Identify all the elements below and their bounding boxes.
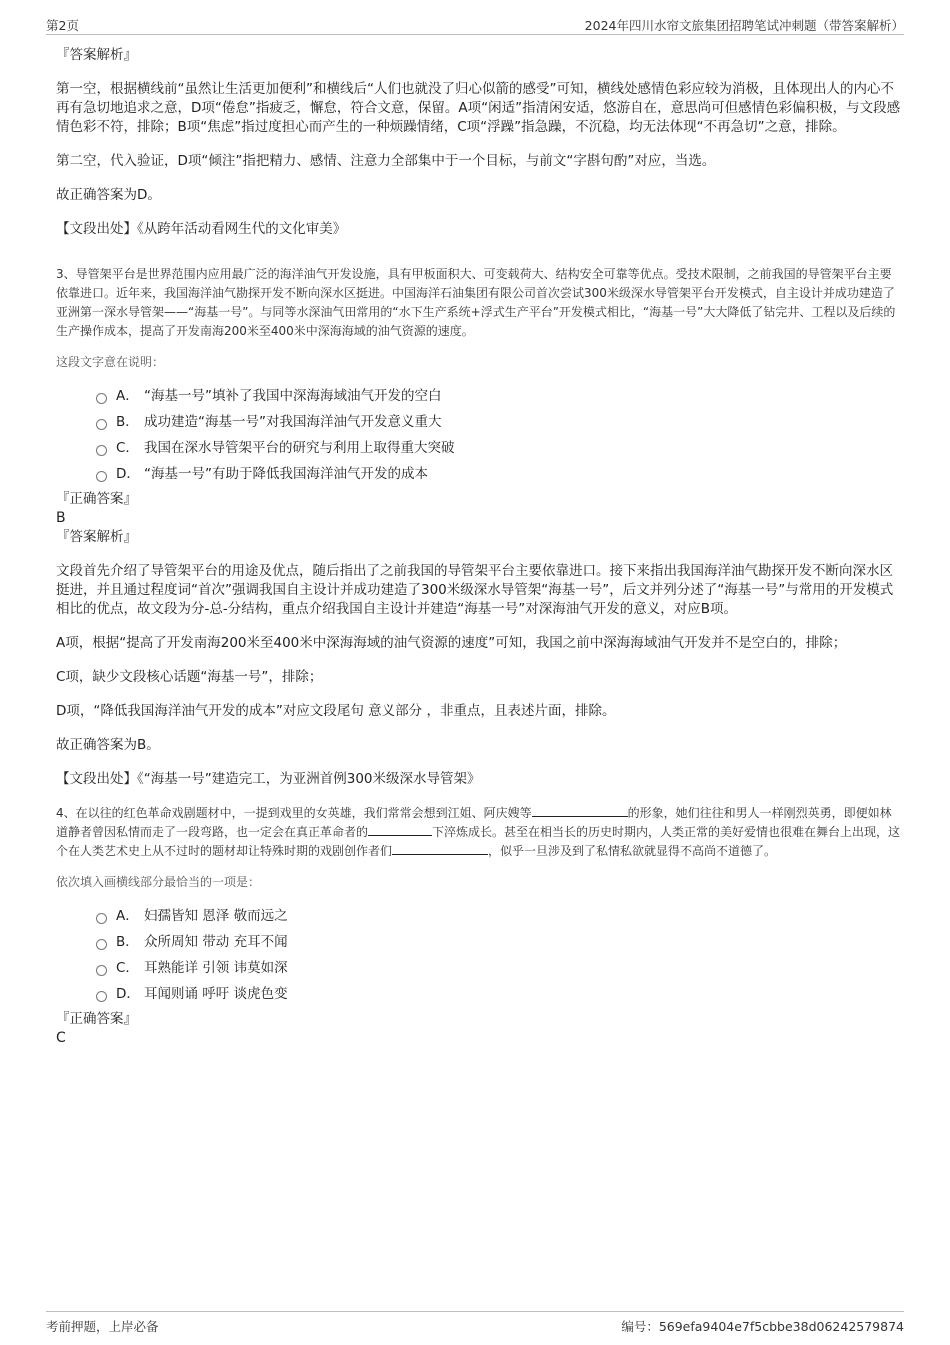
analysis-paragraph: D项，“降低我国海洋油气开发的成本”对应文段尾句 意义部分 ，非重点，且表述片面，排除。 xyxy=(56,703,616,719)
option-text: 妇孺皆知 恩泽 敬而远之 xyxy=(144,908,288,924)
option-d[interactable] xyxy=(56,461,902,487)
fill-blank[interactable] xyxy=(392,842,488,855)
option-b[interactable] xyxy=(56,929,902,955)
answer-value: C xyxy=(56,1030,66,1046)
answer-label: 『正确答案』 xyxy=(56,1011,137,1027)
question-3-stem: 3、导管架平台是世界范围内应用最广泛的海洋油气开发设施，具有甲板面积大、可变载荷大、结构安全可靠等优点。受技术限制，之前我国的导管架平台主要依靠进口。近年来，我国海洋油气勘探开发不断向深水区挺进。中国海洋石油集团有限公司首次尝试300米级深水导管架平台开发模式，自主设计并成功建造了亚洲第一深水导管架——“海基一号”。与同等水深油气田常用的“水下生产系统+浮式生产平台”开发模式相比，“海基一号”大大降低了钻完井、工程以及后续的生产操作成本，提高了开发南海200米至400米中深海海域的油气资源的速度。 xyxy=(56,267,896,338)
analysis-paragraph: A项，根据“提高了开发南海200米至400米中深海海域的油气资源的速度”可知，我国之前中深海海域油气开发并不是空白的，排除； xyxy=(56,635,847,651)
option-b[interactable] xyxy=(56,409,902,435)
option-text: 众所周知 带动 充耳不闻 xyxy=(144,934,288,950)
page-footer xyxy=(46,1311,904,1334)
option-d[interactable] xyxy=(56,981,902,1007)
option-c[interactable] xyxy=(56,435,902,461)
page-number: 第2页 xyxy=(46,18,79,33)
radio-icon[interactable] xyxy=(96,419,107,430)
radio-icon[interactable] xyxy=(96,393,107,404)
stem-text: 4、在以往的红色革命戏剧题材中，一提到戏里的女英雄，我们常常会想到江姐、阿庆嫂等 xyxy=(56,806,532,820)
analysis-paragraph: 文段首先介绍了导管架平台的用途及优点，随后指出了之前我国的导管架平台主要依靠进口。接下来指出我国海洋油气勘探开发不断向深水区挺进，并且通过程度词“首次”强调我国自主设计并成功建造了300米级深水导管架“海基一号”，后文并列分述了“海基一号”与常用的开发模式相比的优点，故文段为分-总-分结构，重点介绍我国自主设计并建造“海基一号”对深海油气开发的意义，对应B项。 xyxy=(56,563,894,617)
option-a[interactable] xyxy=(56,903,902,929)
analysis-paragraph: C项，缺少文段核心话题“海基一号”，排除； xyxy=(56,669,323,685)
option-key: B． xyxy=(116,414,139,430)
question-3-prompt: 这段文字意在说明： xyxy=(56,355,165,369)
option-key: A． xyxy=(116,388,139,404)
option-text: 成功建造“海基一号”对我国海洋油气开发意义重大 xyxy=(144,414,442,430)
page-header xyxy=(46,14,904,35)
option-key: A． xyxy=(116,908,139,924)
radio-icon[interactable] xyxy=(96,471,107,482)
document-title: 2024年四川水帘文旅集团招聘笔试冲刺题（带答案解析） xyxy=(584,18,904,33)
question-3-options xyxy=(56,383,902,487)
question-4-options xyxy=(56,903,902,1007)
option-c[interactable] xyxy=(56,955,902,981)
fill-blank[interactable] xyxy=(532,804,628,817)
radio-icon[interactable] xyxy=(96,991,107,1002)
answer-label: 『正确答案』 xyxy=(56,491,137,507)
option-a[interactable] xyxy=(56,383,902,409)
option-text: 我国在深水导管架平台的研究与利用上取得重大突破 xyxy=(144,440,455,456)
analysis-paragraph: 第一空，根据横线前“虽然让生活更加便利”和横线后“人们也就没了归心似箭的感受”可知，横线处感情色彩应较为消极，且体现出人的内心不再有急切地追求之意，D项“倦怠”指疲乏，懈怠，符合文意，保留。A项“闲适”指清闲安适，悠游自在，意思尚可但感情色彩偏积极，与文段感情色彩不符，排除；B项“焦虑”指过度担心而产生的一种烦躁情绪，C项“浮躁”指急躁，不沉稳，均无法体现“不再急切”之意，排除。 xyxy=(56,81,901,135)
stem-text: 下淬炼成长。甚至在相当长的历史时期内，人类正常的美好爱情也很难在舞台上出现，这个在人类艺术史上从不过时的题材却让特殊时期的戏剧创作者们 xyxy=(56,825,901,858)
page-content xyxy=(56,44,902,1048)
source-citation: 【文段出处】《从跨年活动看网生代的文化审美》 xyxy=(56,221,347,237)
source-citation: 【文段出处】《“海基一号”建造完工，为亚洲首例300米级深水导管架》 xyxy=(56,771,481,787)
option-key: C． xyxy=(116,440,139,456)
radio-icon[interactable] xyxy=(96,965,107,976)
option-text: “海基一号”填补了我国中深海海域油气开发的空白 xyxy=(144,388,442,404)
stem-text: 的形象，她们往往和男人一样刚烈英勇，即便如林道静者曾因私情而走了一段弯路，也一定会在真正革命者的 xyxy=(56,806,892,839)
option-text: “海基一号”有助于降低我国海洋油气开发的成本 xyxy=(144,466,428,482)
option-key: D． xyxy=(116,466,140,482)
option-text: 耳熟能详 引领 讳莫如深 xyxy=(144,960,288,976)
radio-icon[interactable] xyxy=(96,445,107,456)
question-4-stem xyxy=(56,804,902,861)
analysis-paragraph: 故正确答案为D。 xyxy=(56,187,161,203)
answer-value: B xyxy=(56,510,66,526)
option-key: C． xyxy=(116,960,139,976)
footer-slogan: 考前押题，上岸必备 xyxy=(46,1319,159,1334)
radio-icon[interactable] xyxy=(96,939,107,950)
analysis-paragraph: 第二空，代入验证，D项“倾注”指把精力、感情、注意力全部集中于一个目标，与前文“字斟句酌”对应，当选。 xyxy=(56,153,716,169)
analysis-paragraph: 故正确答案为B。 xyxy=(56,737,160,753)
stem-text: ，似乎一旦涉及到了私情私欲就显得不高尚不道德了。 xyxy=(488,844,777,858)
option-text: 耳闻则诵 呼吁 谈虎色变 xyxy=(144,986,288,1002)
radio-icon[interactable] xyxy=(96,913,107,924)
question-4-prompt: 依次填入画横线部分最恰当的一项是： xyxy=(56,875,261,889)
analysis-label: 『答案解析』 xyxy=(56,47,137,63)
option-key: D． xyxy=(116,986,140,1002)
analysis-label: 『答案解析』 xyxy=(56,529,137,545)
option-key: B． xyxy=(116,934,139,950)
document-id: 编号：569efa9404e7f5cbbe38d06242579874 xyxy=(621,1319,904,1334)
fill-blank[interactable] xyxy=(368,823,432,836)
